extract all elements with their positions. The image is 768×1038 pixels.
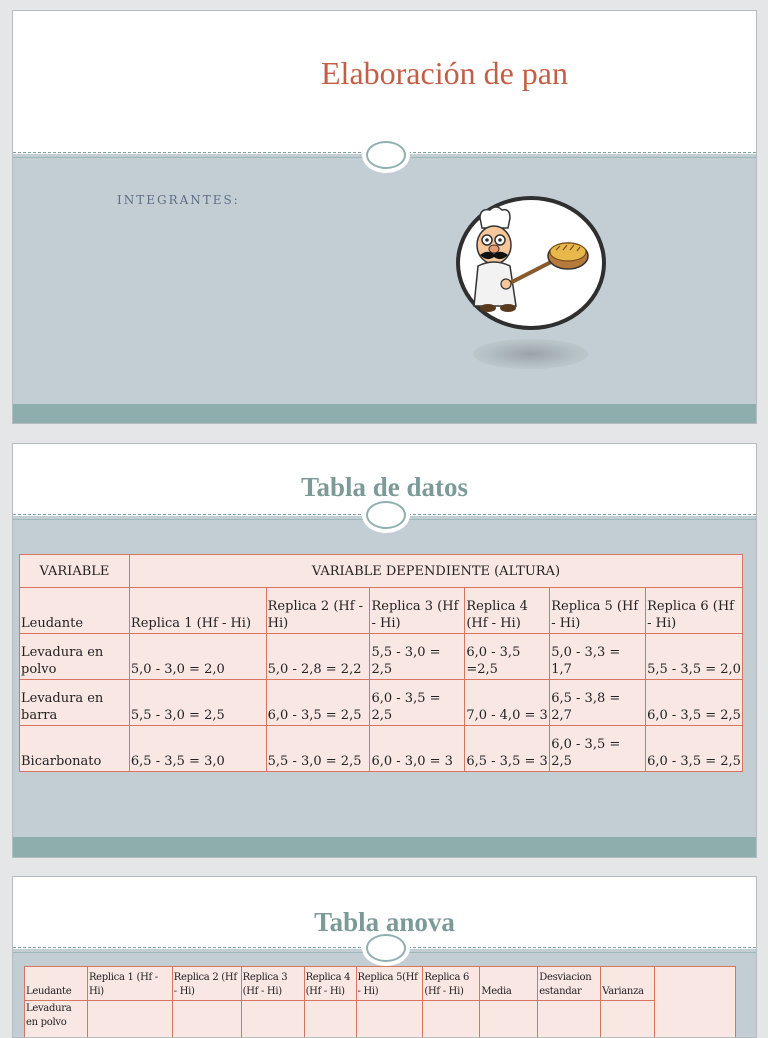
baker-shadow: [473, 339, 588, 369]
table-cell: [304, 1001, 356, 1038]
slide-title: [12, 10, 757, 424]
table-header-cell: Replica 1 (Hf - Hi): [129, 588, 266, 634]
table-cell: 6,0 - 3,5 =2,5: [465, 634, 550, 680]
slide-tabla-anova: [12, 876, 757, 1038]
table-cell: Levadura en polvo: [20, 634, 130, 680]
table-cell: [538, 1001, 601, 1038]
table-header-cell: Replica 5(Hf - Hi): [356, 967, 423, 1001]
ring-ornament: [366, 141, 406, 169]
table-header-dependiente: VARIABLE DEPENDIENTE (ALTURA): [129, 555, 742, 588]
table-row: [20, 588, 743, 634]
table-cell: 6,0 - 3,5 = 2,5: [646, 726, 743, 772]
ring-ornament: [366, 501, 406, 529]
baker-illustration: [456, 196, 606, 330]
table-cell: 5,5 - 3,0 = 2,5: [370, 634, 465, 680]
table-cell: [423, 1001, 480, 1038]
table-header-cell: Replica 1 (Hf - Hi): [87, 967, 172, 1001]
table-cell: 5,5 - 3,5 = 2,0: [646, 634, 743, 680]
table-row: [20, 726, 743, 772]
table-header-cell: Leudante: [20, 588, 130, 634]
table-header-variable: VARIABLE: [20, 555, 130, 588]
table-cell: 5,0 - 3,0 = 2,0: [129, 634, 266, 680]
table-row: [20, 634, 743, 680]
table-cell: [601, 1001, 655, 1038]
table-header-cell: Replica 2 (Hf - Hi): [172, 967, 241, 1001]
table-cell: 7,0 - 4,0 = 3: [465, 680, 550, 726]
table-cell: [87, 1001, 172, 1038]
slide-title-text: Tabla anova: [13, 907, 756, 938]
table-cell: [241, 1001, 304, 1038]
slide-title-text: Elaboración de pan: [73, 55, 757, 92]
table-header-cell: Replica 6 (Hf - Hi): [646, 588, 743, 634]
integrantes-label: INTEGRANTES:: [117, 193, 240, 207]
table-row: [25, 967, 736, 1001]
table-header-cell: Replica 2 (Hf - Hi): [266, 588, 370, 634]
anova-table: [24, 966, 736, 1038]
table-cell: 5,0 - 2,8 = 2,2: [266, 634, 370, 680]
table-header-cell: Varianza: [601, 967, 655, 1001]
ring-ornament: [366, 934, 406, 962]
table-cell: [172, 1001, 241, 1038]
table-cell: 6,0 - 3,5 = 2,5: [550, 726, 646, 772]
footer-band: [13, 404, 756, 423]
table-cell: Levadura en polvo: [25, 1001, 88, 1038]
table-cell: Levadura en barra: [20, 680, 130, 726]
table-header-cell: Replica 6 (Hf - Hi): [423, 967, 480, 1001]
footer-band: [13, 837, 756, 857]
table-header-cell: Desviacion estandar: [538, 967, 601, 1001]
table-header-cell: Media: [480, 967, 538, 1001]
baker-icon: [460, 200, 602, 326]
table-cell: 6,5 - 3,5 = 3,0: [129, 726, 266, 772]
table-row: [20, 680, 743, 726]
table-cell: [480, 1001, 538, 1038]
table-header-cell: [655, 967, 736, 1038]
table-cell: 5,5 - 3,0 = 2,5: [129, 680, 266, 726]
slide-tabla-datos: [12, 443, 757, 858]
table-cell: 6,5 - 3,5 = 3: [465, 726, 550, 772]
slide-title-text: Tabla de datos: [13, 472, 756, 503]
table-header-cell: Leudante: [25, 967, 88, 1001]
table-cell: Bicarbonato: [20, 726, 130, 772]
table-header-cell: Replica 5 (Hf - Hi): [550, 588, 646, 634]
table-row: [25, 1001, 736, 1038]
table-header-cell: Replica 3 (Hf - Hi): [370, 588, 465, 634]
table-cell: 6,5 - 3,8 = 2,7: [550, 680, 646, 726]
table-cell: 5,0 - 3,3 = 1,7: [550, 634, 646, 680]
table-cell: 6,0 - 3,5 = 2,5: [266, 680, 370, 726]
table-cell: 6,0 - 3,5 = 2,5: [646, 680, 743, 726]
table-header-cell: Replica 4 (Hf - Hi): [304, 967, 356, 1001]
table-cell: [356, 1001, 423, 1038]
table-cell: 5,5 - 3,0 = 2,5: [266, 726, 370, 772]
table-cell: 6,0 - 3,5 = 2,5: [370, 680, 465, 726]
table-header-cell: Replica 4 (Hf - Hi): [465, 588, 550, 634]
datos-table: [19, 554, 743, 772]
table-header-cell: Replica 3 (Hf - Hi): [241, 967, 304, 1001]
table-cell: 6,0 - 3,0 = 3: [370, 726, 465, 772]
